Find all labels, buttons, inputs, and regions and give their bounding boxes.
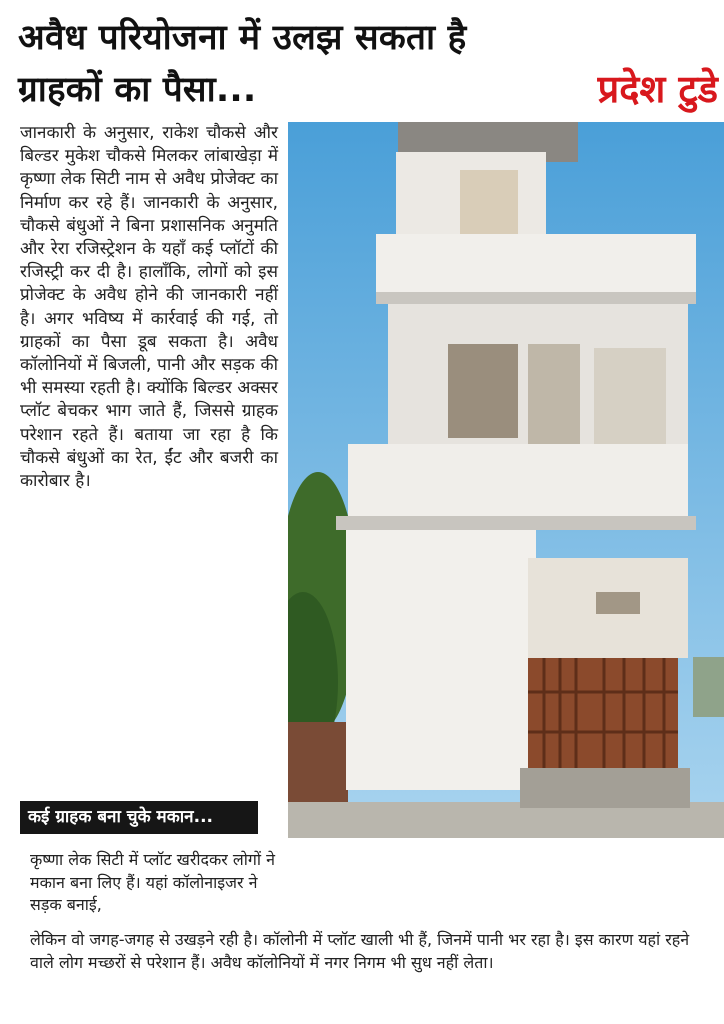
building-photo (288, 122, 724, 838)
subheading: कई ग्राहक बना चुके मकान... (20, 801, 258, 834)
article-lower-text: कृष्णा लेक सिटी में प्लॉट खरीदकर लोगों ने मकान बना लिए हैं। यहां कॉलोनाइजर ने सड़क बनाई, (30, 850, 276, 914)
headline-line-1: अवैध परियोजना में उलझ सकता है (18, 18, 467, 58)
brand-logo: प्रदेश टुडे (597, 67, 718, 111)
headline-line-2: ग्राहकों का पैसा... (18, 70, 257, 110)
article-main-text: जानकारी के अनुसार, राकेश चौकसे और बिल्डर मुकेश चौकसे मिलकर लांबाखेड़ा में कृष्णा लेक सिटी नाम से अवैध प्रोजेक्ट का निर्माण कर रहे हैं। जानकारी के अनुसार, चौकसे बंधुओं ने बिना प्रशासनिक अनुमति और रेरा रजिस्ट्रेशन के यहाँ कई प्लॉटों की रजिस्ट्री कर दी है। हालाँकि, लोगों को इस प्रोजेक्ट के अवैध होने की जानकारी नहीं है। अगर भविष्य में कार्रवाई की गई, तो ग्राहकों का पैसा डूब सकता है। अवैध कॉलोनियों में बिजली, पानी और सड़क की भी समस्या रहती है। क्योंकि बिल्डर अक्सर प्लॉट बेचकर भाग जाते हैं, जिससे ग्राहक परेशान रहते हैं। बताया जा रहा है कि चौकसे बंधुओं का रेत, ईंट और बजरी का कारोबार है। (20, 123, 278, 492)
article-bottom-text: लेकिन वो जगह-जगह से उखड़ने रही है। कॉलोनी में प्लॉट खाली भी हैं, जिनमें पानी भर रहा है। इस कारण यहां रहने वाले लोग मच्छरों से परेशान हैं। अवैध कॉलोनियों में नगर निगम भी सुध नहीं लेता। (30, 930, 690, 972)
